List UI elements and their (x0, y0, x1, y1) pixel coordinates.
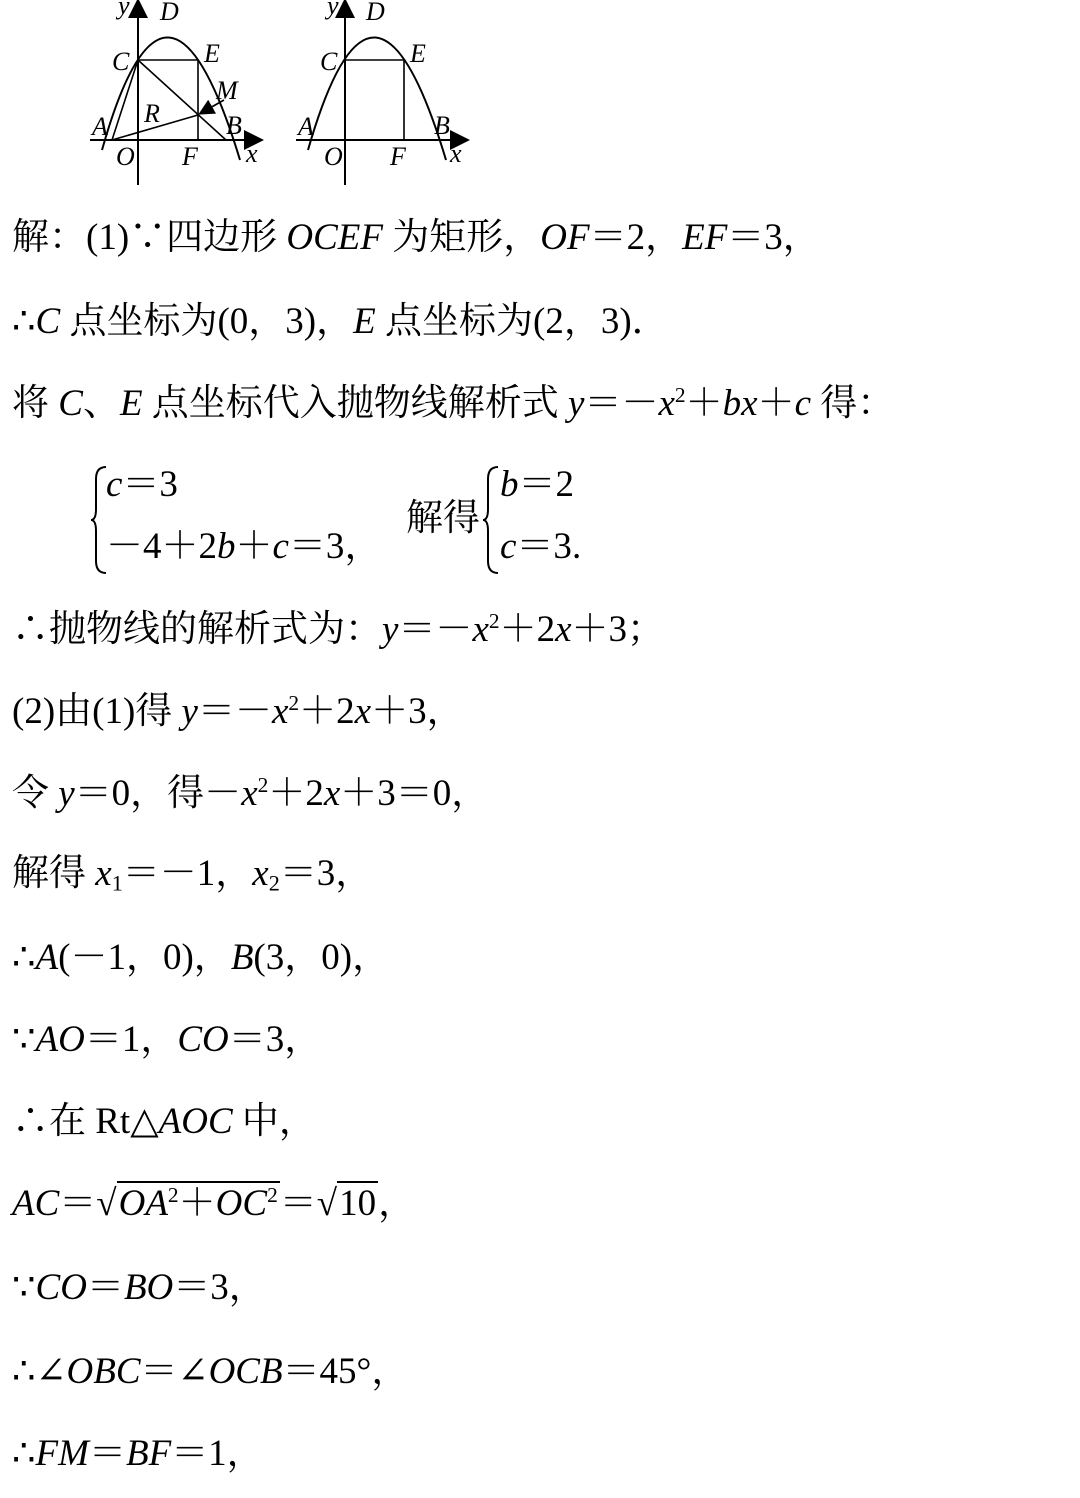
label-y: y (118, 0, 130, 20)
label-m: M (216, 76, 238, 105)
figures (80, 0, 480, 190)
solution-line-6: (2)由(1)得 $y=-x^2+2x+3$， (12, 691, 464, 732)
solution-line-1: 解：(1)∵四边形 OCEF 为矩形，OF＝2，EF＝3， (12, 217, 820, 258)
label-o: O (116, 142, 135, 171)
solution-line-9: ∴A(－1，0)，B(3，0)， (12, 937, 390, 978)
system-2-row-1: b＝2 (500, 464, 574, 505)
solution-line-13: ∵CO＝BO＝3， (12, 1267, 266, 1308)
label-f: F (182, 142, 198, 171)
solve-label: 解得 (406, 498, 480, 539)
solution-line-7: 令 y＝0，得$-x^2+2x+3=0$， (12, 773, 489, 814)
solution-line-12: $AC=√OA^2+OC^2=√10$， (12, 1183, 416, 1224)
label-b: B (434, 111, 450, 140)
label-a: A (92, 112, 108, 141)
sqrt-sign: √ (316, 1183, 338, 1224)
label-f: F (390, 142, 406, 171)
sqrt-radicand: $OA^2+OC^2$ (118, 1183, 278, 1224)
label-y: y (327, 0, 339, 20)
label-o: O (324, 142, 343, 171)
system-2-row-2: c＝3. (500, 526, 582, 567)
solution-line-3: 将 C、E 点坐标代入抛物线解析式 $y=-x^2+bx+c$ 得： (12, 383, 895, 424)
sqrt-radicand-10: 10 (339, 1183, 377, 1224)
label-b: B (226, 111, 242, 140)
solution-line-11: ∴在 Rt△AOC 中， (12, 1101, 316, 1142)
label-d: D (366, 0, 385, 26)
solution-line-15: ∴FM＝BF＝1， (12, 1433, 264, 1474)
solution-line-2: ∴C 点坐标为(0，3)，E 点坐标为(2，3)． (12, 301, 669, 342)
label-e: E (204, 39, 220, 68)
label-c: C (112, 47, 130, 76)
label-e: E (410, 39, 426, 68)
solution-line-5: ∴抛物线的解析式为：$y=-x^2+2x+3$； (12, 609, 665, 650)
equation-system (90, 455, 650, 575)
label-x: x (246, 139, 258, 168)
figure-right (290, 0, 480, 190)
solution-line-10: ∵AO＝1，CO＝3， (12, 1019, 322, 1060)
sqrt-sign: √ (96, 1183, 117, 1224)
label-a: A (298, 112, 314, 141)
label-d: D (160, 0, 179, 26)
label-r: R (144, 99, 160, 128)
label-c: C (320, 47, 338, 76)
solution-line-8: 解得 $x_1=-1$，$x_2=3$， (12, 853, 373, 896)
label-x: x (450, 139, 462, 168)
solution-line-14: ∴∠OBC＝∠OCB＝45°， (12, 1351, 409, 1392)
system-1-row-1: c＝3 (106, 464, 178, 505)
figure-left (80, 0, 270, 190)
system-1-row-2: －4＋2b＋c＝3， (106, 526, 382, 567)
right-brace (482, 465, 500, 575)
